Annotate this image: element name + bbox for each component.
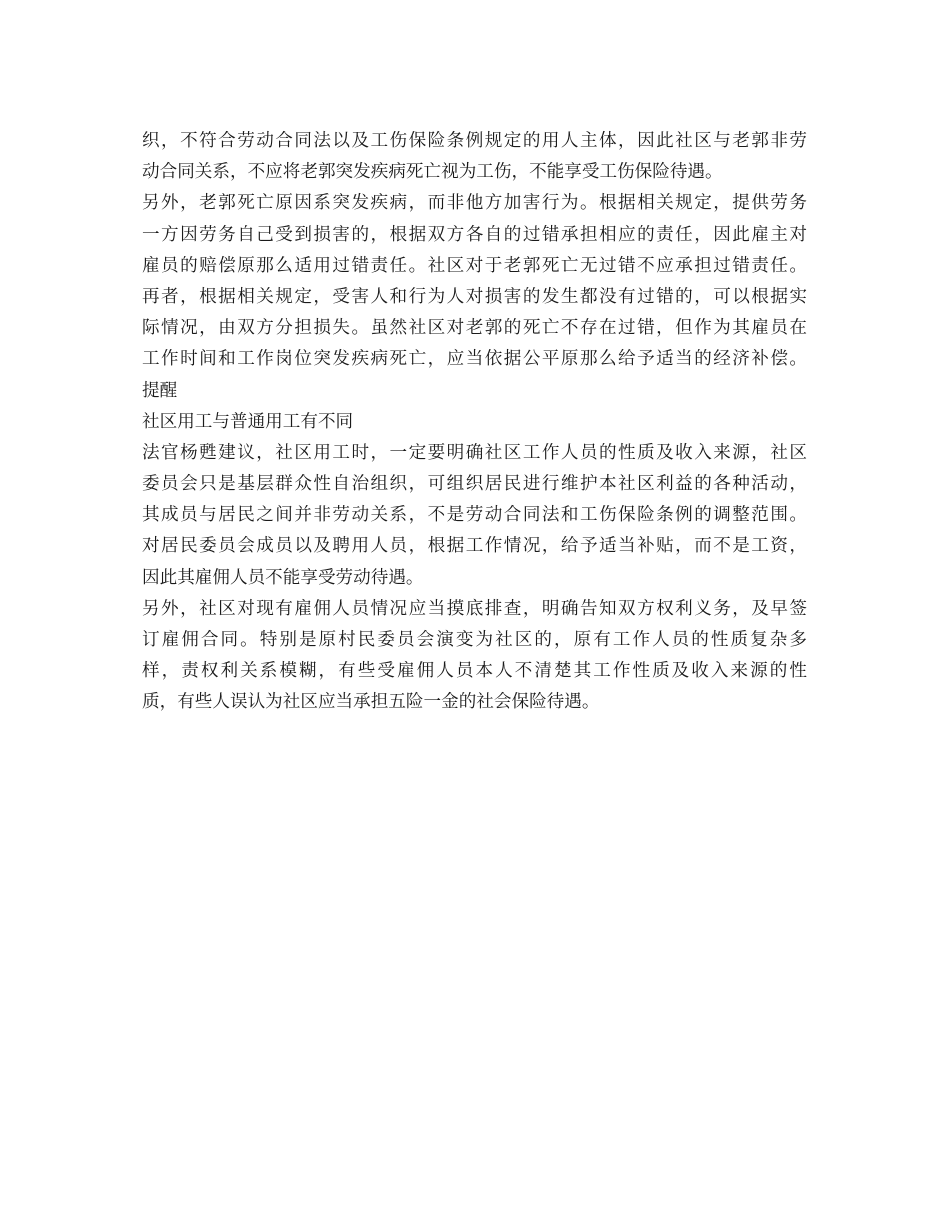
- text-line: 委员会只是基层群众性自治组织，可组织居民进行维护本社区利益的各种活动，: [142, 474, 807, 495]
- text-line: 再者，根据相关规定，受害人和行为人对损害的发生都没有过错的，可以根据实: [142, 286, 807, 307]
- text-line: 雇员的赔偿原那么适用过错责任。社区对于老郭死亡无过错不应承担过错责任。: [142, 255, 807, 276]
- text-line: 因此其雇佣人员不能享受劳动待遇。: [142, 567, 424, 588]
- text-line: 社区用工与普通用工有不同: [142, 411, 354, 432]
- text-line: 际情况，由双方分担损失。虽然社区对老郭的死亡不存在过错，但作为其雇员在: [142, 318, 807, 339]
- text-line: 质，有些人误认为社区应当承担五险一金的社会保险待遇。: [142, 692, 600, 713]
- text-line: 另外，老郭死亡原因系突发疾病，而非他方加害行为。根据相关规定，提供劳务: [142, 193, 807, 214]
- text-line: 订雇佣合同。特别是原村民委员会演变为社区的，原有工作人员的性质复杂多: [142, 630, 807, 650]
- text-line: 织，不符合劳动合同法以及工伤保险条例规定的用人主体，因此社区与老郭非劳: [142, 131, 807, 151]
- text-line: 一方因劳务自己受到损害的，根据双方各自的过错承担相应的责任，因此雇主对: [142, 224, 807, 245]
- text-line: 工作时间和工作岗位突发疾病死亡，应当依据公平原那么给予适当的经济补偿。: [142, 349, 807, 370]
- text-line: 动合同关系，不应将老郭突发疾病死亡视为工伤，不能享受工伤保险待遇。: [142, 162, 723, 183]
- text-line: 对居民委员会成员以及聘用人员，根据工作情况，给予适当补贴，而不是工资，: [142, 536, 807, 557]
- text-line: 提醒: [142, 380, 178, 401]
- text-line: 其成员与居民之间并非劳动关系，不是劳动合同法和工伤保险条例的调整范围。: [142, 505, 807, 526]
- text-line: 样，责权利关系模糊，有些受雇佣人员本人不清楚其工作性质及收入来源的性: [142, 661, 807, 682]
- document-body: [142, 126, 807, 719]
- text-line: 法官杨甦建议，社区用工时，一定要明确社区工作人员的性质及收入来源，社区: [142, 442, 807, 463]
- text-line: 另外，社区对现有雇佣人员情况应当摸底排查，明确告知双方权利义务，及早签: [142, 598, 807, 619]
